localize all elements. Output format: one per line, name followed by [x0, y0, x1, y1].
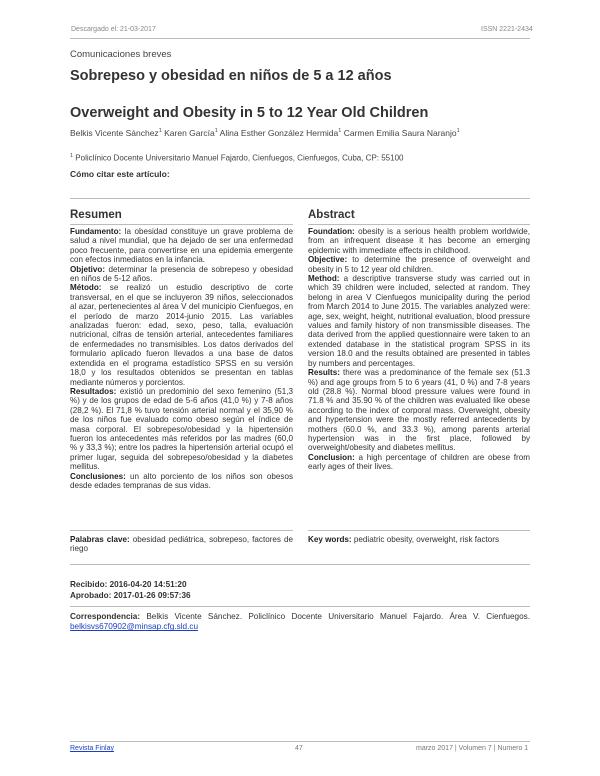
author-affiliation-sup: 1 — [214, 128, 218, 135]
received-date: Recibido: 2016-04-20 14:51:20 — [70, 580, 187, 589]
footer-issue: marzo 2017 | Volumen 7 | Numero 1 — [416, 745, 529, 752]
footer-divider — [70, 741, 530, 742]
resumen-paragraph-label: Objetivo: — [70, 264, 106, 274]
abstract-paragraph — [308, 453, 530, 472]
issn: ISSN 2221-2434 — [481, 26, 533, 33]
abstract-paragraph-text: to determine the presence of overweight and obesity in 5 to 12 year old children. — [308, 255, 530, 274]
affiliation-text: Policlínico Docente Universitario Manuel Fajardo, Cienfuegos, Cienfuegos, Cuba, CP: 55100 — [75, 153, 404, 163]
author-name: Belkis Vicente Sánchez — [70, 128, 159, 138]
resumen-heading: Resumen — [70, 209, 122, 221]
author-name: Alina Esther González Hermida — [219, 128, 339, 138]
abstract-paragraph — [308, 368, 530, 453]
resumen-keywords-text: obesidad pediátrica, sobrepeso, factores de riego — [70, 535, 294, 554]
abstract-paragraph-text: a descriptive transverse study was carried out in which 39 children were included, selected at random. They belong in area V Cienfuegos municipality during the period from March 2014 to June 2015. The variables analyzed were: age, sex, weight, height, nutritional evaluation, blood pressure values and family history of non transmissible diseases. The data derived from the applied questionnaire were taken to an extended database in the statistical program SPSS in its version 18.0 and the results obtained are presented in tables by numbers and percentages. — [308, 274, 530, 368]
author-name: Karen García — [164, 128, 215, 138]
resumen-paragraph-text: la obesidad constituye un grave problema de salud a nivel mundial, que ha dejado de ser una enfermedad poco frecuente, para convertirse en una epidemia emergente con efectos inmediatos en la infancia. — [70, 227, 293, 265]
abstract-paragraph — [308, 274, 530, 368]
resumen-paragraph-text: existió un predominio del sexo femenino (51,3 %) y de los grupos de edad de 5-6 años (41,0 %) y 7-8 años (28,2 %). El 71,8 % tuvo tensión arterial normal y el 35,90 % de los niños fue evaluado como obeso según el índice de masa corporal. El sobrepeso/obesidad y la hipertensión fueron los antecedentes más referidos por las madres (60,0 % y 33,3 %); entre los padres la hipertensión arterial ocupó el primer lugar, seguida del sobrepeso/obesidad y la diabetes mellitus. — [70, 386, 293, 472]
title-spanish: Sobrepeso y obesidad en niños de 5 a 12 años — [70, 68, 392, 84]
footer-page-number: 47 — [295, 745, 303, 752]
resumen-paragraph — [70, 387, 293, 472]
correspondence-divider — [70, 606, 530, 607]
resumen-paragraph — [70, 283, 293, 386]
resumen-paragraph-text: determinar la presencia de sobrepeso y obesidad en niños de 5-12 años. — [70, 264, 293, 284]
resumen-paragraph-text: se realizó un estudio descriptivo de corte transversal, en el que se incluyeron 39 niños, seleccionados al azar, pertenecientes al área V del municipio Cienfuegos, en el período de marzo 2014-junio 2015. Las variables analizadas fueron: edad, sexo, peso, talla, evaluación nutricional, cifras de tensión arterial, antecedentes familiares de enfermedades no transmisibles. Los datos derivados del formulario aplicado fueron llevados a una base de datos extendida en el programa estadístico SPSS en su versión 18,0 y los resultados obtenidos se presentan en tablas mediante números y porcientos. — [70, 283, 293, 387]
section-label: Comunicaciones breves — [70, 49, 172, 60]
resumen-paragraph-label: Conclusiones: — [70, 471, 126, 481]
abstract-paragraph-text: obesity is a serious health problem worldwide, from an infrequent disease it has become an emerging epidemic with immediate effects in childhood. — [308, 227, 530, 255]
resumen-keywords-divider — [70, 530, 293, 531]
dates-divider — [70, 564, 530, 565]
abstract-keywords — [308, 535, 530, 544]
affiliation — [70, 153, 403, 163]
abstract-heading: Abstract — [308, 209, 355, 221]
abstract-keywords-text: pediatric obesity, overweight, risk factors — [353, 535, 500, 544]
abstract-paragraph-label: Conclusion: — [308, 452, 355, 462]
correspondence-email-link[interactable]: belkisvs670902@minsap.cfg.sld.cu — [70, 622, 199, 632]
abstract-paragraph-label: Method: — [308, 274, 340, 284]
resumen-paragraph-label: Método: — [70, 283, 102, 293]
abstract-paragraph-label: Objective: — [308, 255, 348, 265]
resumen-heading-divider — [70, 224, 293, 225]
abstract-keywords-label: Key words: — [308, 535, 352, 544]
header-divider — [70, 38, 530, 39]
correspondence — [70, 612, 530, 633]
abstract-top-divider — [70, 198, 530, 199]
cite-label: Cómo citar este artículo: — [70, 169, 170, 179]
footer-journal-link[interactable]: Revista Finlay — [70, 745, 114, 752]
resumen-keywords — [70, 535, 293, 554]
resumen-keywords-label: Palabras clave: — [70, 535, 130, 544]
abstract-keywords-divider — [308, 530, 530, 531]
author-affiliation-sup: 1 — [158, 128, 162, 135]
abstract-paragraph-label: Results: — [308, 368, 340, 378]
abstract-body — [308, 227, 530, 472]
author-affiliation-sup: 1 — [338, 128, 342, 135]
resumen-paragraph-label: Resultados: — [70, 386, 117, 396]
abstract-paragraph-text: there was a predominance of the female sex (51.3 %) and age groups from 5 to 6 years (41, 0 %) and 7-8 years old (28.8 %). Normal blood pressure values were found in 71.8 % and 35.90 % of the children was evaluated like obese according to the index of corporal mass. Overweight, obesity and hypertension were the mostly referred antecedents by mothers (60.0 %, and 33.3 %), among parents arterial hypertension was in the first place, followed by overweight/obesity and diabetes mellitus. — [308, 368, 530, 453]
abstract-heading-divider — [308, 224, 530, 225]
title-english: Overweight and Obesity in 5 to 12 Year Old Children — [70, 105, 429, 121]
resumen-paragraph-label: Fundamento: — [70, 227, 122, 236]
approved-date: Aprobado: 2017-01-26 09:57:36 — [70, 591, 191, 600]
abstract-paragraph — [308, 227, 530, 255]
author-name: Carmen Emilia Saura Naranjo — [343, 128, 457, 138]
resumen-paragraph — [70, 265, 293, 284]
resumen-paragraph-text: un alto porciento de los niños son obesos desde edades tempranas de sus vidas. — [70, 471, 293, 490]
resumen-paragraph — [70, 227, 293, 265]
correspondence-text: Belkis Vicente Sánchez. Policlínico Docente Universitario Manuel Fajardo. Área V. Cienfuegos. — [146, 612, 530, 621]
abstract-paragraph-label: Foundation: — [308, 227, 355, 236]
author-list — [70, 128, 460, 138]
affiliation-sup: 1 — [70, 153, 74, 159]
abstract-paragraph-text: a high percentage of children are obese from early ages of their lives. — [308, 452, 530, 472]
abstract-paragraph — [308, 255, 530, 274]
download-date: Descargado el: 21-03-2017 — [71, 26, 156, 33]
correspondence-label: Correspondencia: — [70, 612, 141, 621]
author-affiliation-sup: 1 — [456, 128, 460, 135]
resumen-paragraph — [70, 472, 293, 491]
resumen-body — [70, 227, 293, 490]
